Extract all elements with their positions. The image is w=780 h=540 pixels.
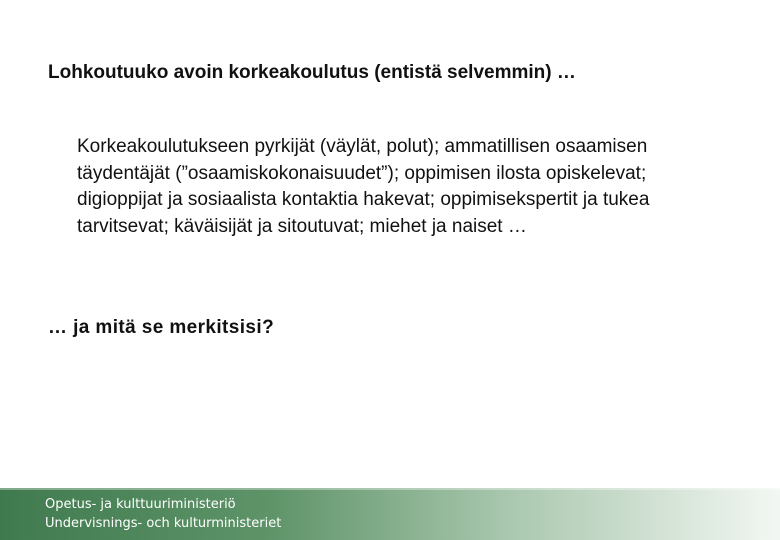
slide-heading: Lohkoutuuko avoin korkeakoulutus (entistä selvemmin) … <box>48 62 576 83</box>
footer-gradient-graphic <box>0 488 780 540</box>
footer-ministry-name-sv: Undervisnings- och kulturministeriet <box>45 516 282 531</box>
slide-question: … ja mitä se merkitsisi? <box>48 317 275 338</box>
slide-body-text: Korkeakoulutukseen pyrkijät (väylät, polut); ammatillisen osaamisen täydentäjät (”osaamiskokonaisuudet”); oppimisen ilosta opiskelevat; digioppijat ja sosiaalista kontaktia hakevat; oppimisekspertit ja tukea tarvitsevat; käväisijät ja sitoutuvat; miehet ja naiset … <box>77 136 650 237</box>
footer-band <box>0 488 780 540</box>
footer-ministry-name-fi: Opetus- ja kulttuuriministeriö <box>45 497 236 512</box>
